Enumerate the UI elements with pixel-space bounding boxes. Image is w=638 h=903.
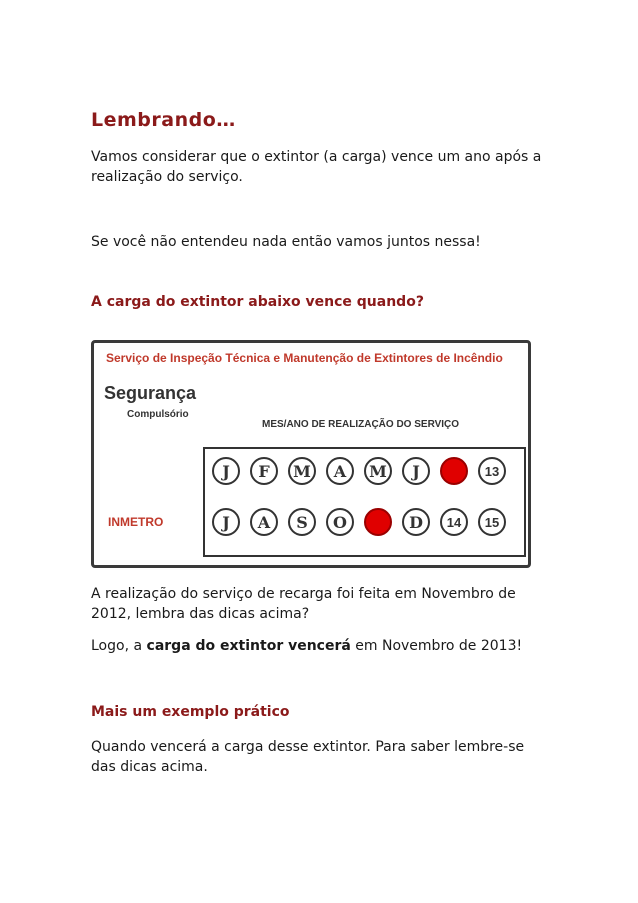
- heading-lembrando: Lembrando…: [91, 109, 236, 131]
- label-inmetro: INMETRO: [108, 515, 164, 529]
- grid-cell: D: [402, 508, 430, 536]
- conclusion-suffix: em Novembro de 2013!: [350, 638, 523, 654]
- punched-marker: [440, 457, 468, 485]
- label-grid-title: MES/ANO DE REALIZAÇÃO DO SERVIÇO: [262, 419, 460, 430]
- grid-cell: J: [212, 457, 240, 485]
- grid-cell: S: [288, 508, 316, 536]
- grid-cell: A: [326, 457, 354, 485]
- punched-marker: [364, 508, 392, 536]
- grid-cell: 15: [478, 508, 506, 536]
- grid-cell: M: [288, 457, 316, 485]
- label-brand-sub: Compulsório: [127, 409, 189, 420]
- grid-cell: F: [250, 457, 278, 485]
- grid-cell: O: [326, 508, 354, 536]
- paragraph-together: Se você não entendeu nada então vamos juntos nessa!: [91, 234, 481, 250]
- paragraph-question: Quando vencerá a carga desse extintor. Para saber lembre-se das dicas acima.: [91, 739, 525, 775]
- heading-more-example: Mais um exemplo prático: [91, 704, 290, 720]
- grid-row-1: [212, 457, 506, 485]
- grid-cell: A: [250, 508, 278, 536]
- grid-cell: M: [364, 457, 392, 485]
- label-brand: Segurança: [104, 383, 197, 403]
- month-year-grid: [203, 447, 526, 557]
- grid-row-2: [212, 508, 506, 536]
- extinguisher-label-image: [91, 340, 531, 568]
- grid-cell: J: [212, 508, 240, 536]
- paragraph-intro: Vamos considerar que o extintor (a carga) vence um ano após a realização do serviço.: [91, 149, 542, 185]
- grid-cell: 14: [440, 508, 468, 536]
- grid-cell: 13: [478, 457, 506, 485]
- paragraph-conclusion: [91, 636, 561, 656]
- paragraph-service-date: A realização do serviço de recarga foi feita em Novembro de 2012, lembra das dicas acima?: [91, 586, 516, 622]
- label-title: Serviço de Inspeção Técnica e Manutenção de Extintores de Incêndio: [106, 351, 503, 365]
- grid-cell: J: [402, 457, 430, 485]
- conclusion-prefix: Logo, a: [91, 638, 147, 654]
- heading-question: A carga do extintor abaixo vence quando?: [91, 294, 424, 310]
- conclusion-bold: carga do extintor vencerá: [146, 638, 351, 654]
